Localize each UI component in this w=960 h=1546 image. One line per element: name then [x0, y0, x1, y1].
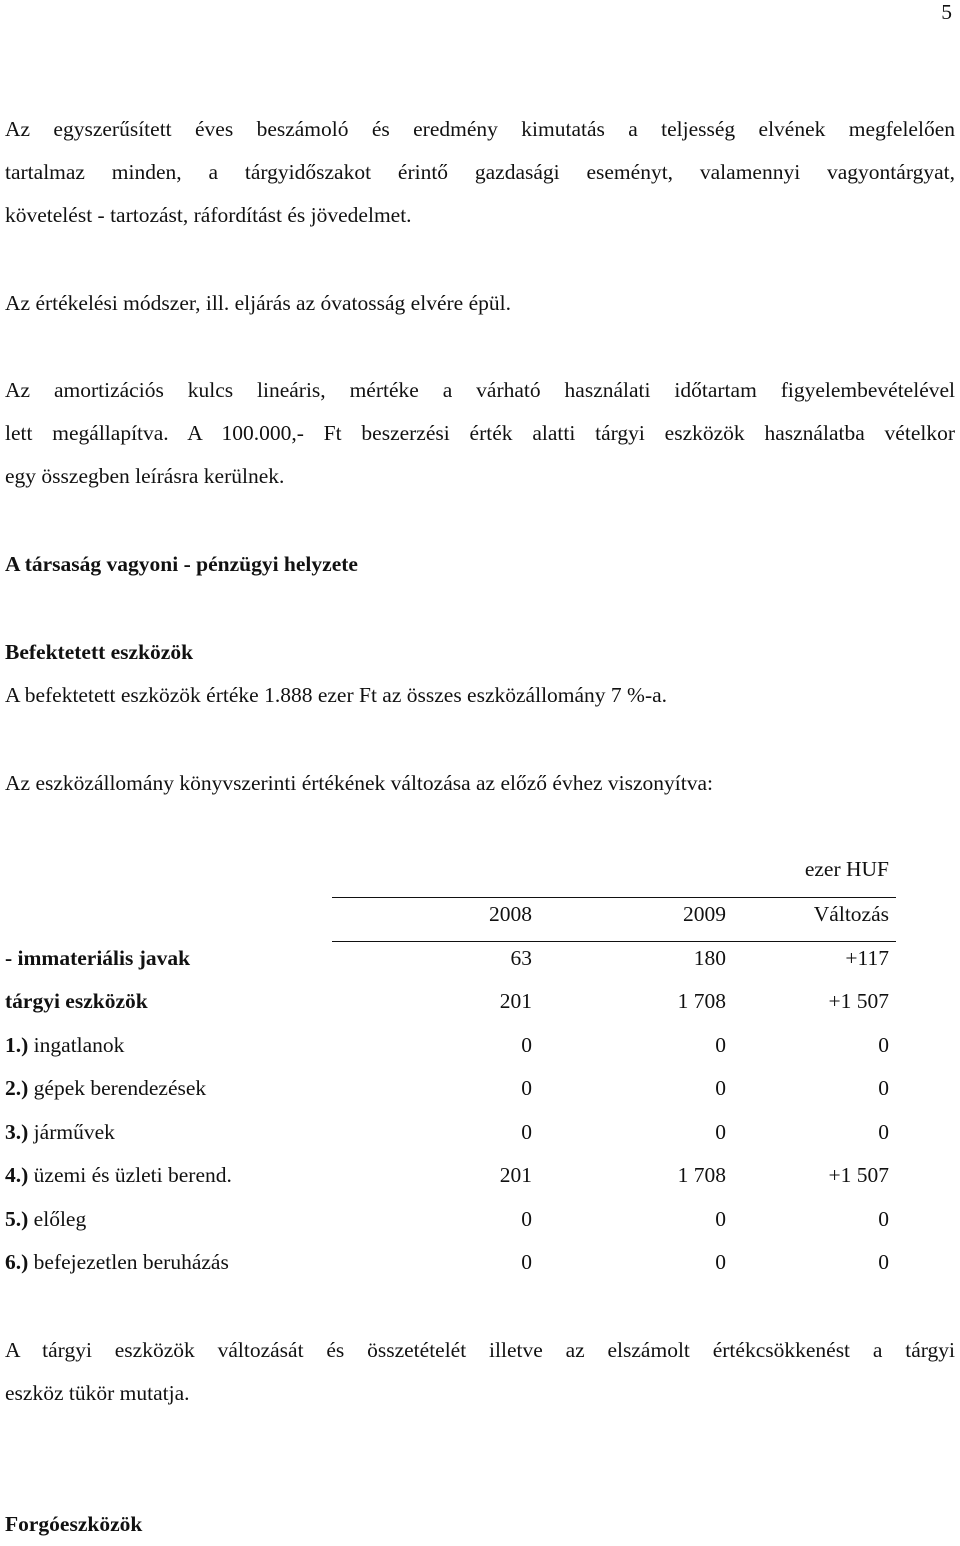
table-row: [0, 946, 960, 976]
row-value-2009: 1 708: [677, 1163, 726, 1187]
paragraph-line: Az egyszerűsített éves beszámoló és eredmény kimutatás a teljesség elvének megfelelően: [5, 117, 955, 141]
row-label: 6.) befejezetlen beruházás: [5, 1250, 229, 1274]
paragraph-line: egy összegben leírásra kerülnek.: [5, 464, 285, 488]
row-value-2008: 0: [521, 1076, 532, 1100]
row-value-2008: 0: [521, 1120, 532, 1144]
header-2008: 2008: [489, 902, 532, 926]
row-value-2009: 0: [715, 1120, 726, 1144]
table-header-row: [0, 902, 960, 932]
row-value-2008: 201: [499, 989, 532, 1013]
row-value-2008: 63: [510, 946, 532, 970]
row-change: +117: [845, 946, 889, 970]
row-label: tárgyi eszközök: [5, 989, 148, 1013]
row-value-2009: 180: [693, 946, 726, 970]
table-unit-row: [0, 857, 960, 887]
subsection-heading: Befektetett eszközök: [5, 640, 194, 664]
row-value-2008: 0: [521, 1250, 532, 1274]
table-row: [0, 1163, 960, 1193]
paragraph-completeness: [5, 108, 955, 237]
row-value-2009: 1 708: [677, 989, 726, 1013]
row-change: +1 507: [828, 1163, 889, 1187]
row-label: 2.) gépek berendezések: [5, 1076, 207, 1100]
subsection-heading: Forgóeszközök: [5, 1512, 143, 1536]
row-value-2009: 0: [715, 1250, 726, 1274]
row-change: 0: [878, 1250, 889, 1274]
row-change: 0: [878, 1033, 889, 1057]
paragraph-line: lett megállapítva. A 100.000,- Ft beszerzési érték alatti tárgyi eszközök használatba vételkor: [5, 421, 955, 445]
paragraph-line: Az amortizációs kulcs lineáris, mértéke a várható használati időtartam figyelembevételével: [5, 378, 955, 402]
table-row: [0, 1207, 960, 1237]
header-2009: 2009: [683, 902, 726, 926]
table-row: [0, 1120, 960, 1150]
paragraph-line: Az értékelési módszer, ill. eljárás az óvatosság elvére épül.: [5, 291, 511, 315]
row-label: - immateriális javak: [5, 946, 191, 970]
page-number: 5: [941, 0, 952, 24]
row-value-2008: 0: [521, 1207, 532, 1231]
row-value-2009: 0: [715, 1076, 726, 1100]
paragraph-valuation: [5, 282, 955, 325]
row-change: 0: [878, 1076, 889, 1100]
row-change: 0: [878, 1120, 889, 1144]
table-row: [0, 989, 960, 1019]
row-change: 0: [878, 1207, 889, 1231]
row-value-2008: 0: [521, 1033, 532, 1057]
row-change: +1 507: [828, 989, 889, 1013]
table-rule-header: [332, 941, 896, 942]
paragraph-fixed-assets: A befektetett eszközök értéke 1.888 ezer Ft az összes eszközállomány 7 %-a.: [5, 683, 668, 707]
paragraph-asset-mirror: [5, 1329, 955, 1415]
paragraph-line: eszköz tükör mutatja.: [5, 1381, 190, 1405]
paragraph-line: követelést - tartozást, ráfordítást és jövedelmet.: [5, 203, 412, 227]
paragraph-change-intro: Az eszközállomány könyvszerinti értékének változása az előző évhez viszonyítva:: [5, 771, 714, 795]
row-value-2008: 201: [499, 1163, 532, 1187]
table-rule-top: [332, 897, 896, 898]
paragraph-line: A tárgyi eszközök változását és összetételét illetve az elszámolt értékcsökkenést a tárgyi: [5, 1338, 955, 1362]
row-label: 4.) üzemi és üzleti berend.: [5, 1163, 232, 1187]
row-label: 3.) járművek: [5, 1120, 115, 1144]
table-row: [0, 1033, 960, 1063]
table-unit: ezer HUF: [804, 857, 889, 881]
table-row: [0, 1076, 960, 1106]
row-label: 5.) előleg: [5, 1207, 87, 1231]
paragraph-line: tartalmaz minden, a tárgyidőszakot érintő gazdasági eseményt, valamennyi vagyontárgyat,: [5, 160, 955, 184]
table-row: [0, 1250, 960, 1280]
section-heading: A társaság vagyoni - pénzügyi helyzete: [5, 552, 358, 576]
header-change: Változás: [813, 902, 889, 926]
row-value-2009: 0: [715, 1207, 726, 1231]
row-value-2009: 0: [715, 1033, 726, 1057]
row-label: 1.) ingatlanok: [5, 1033, 125, 1057]
paragraph-amortization: [5, 369, 955, 498]
